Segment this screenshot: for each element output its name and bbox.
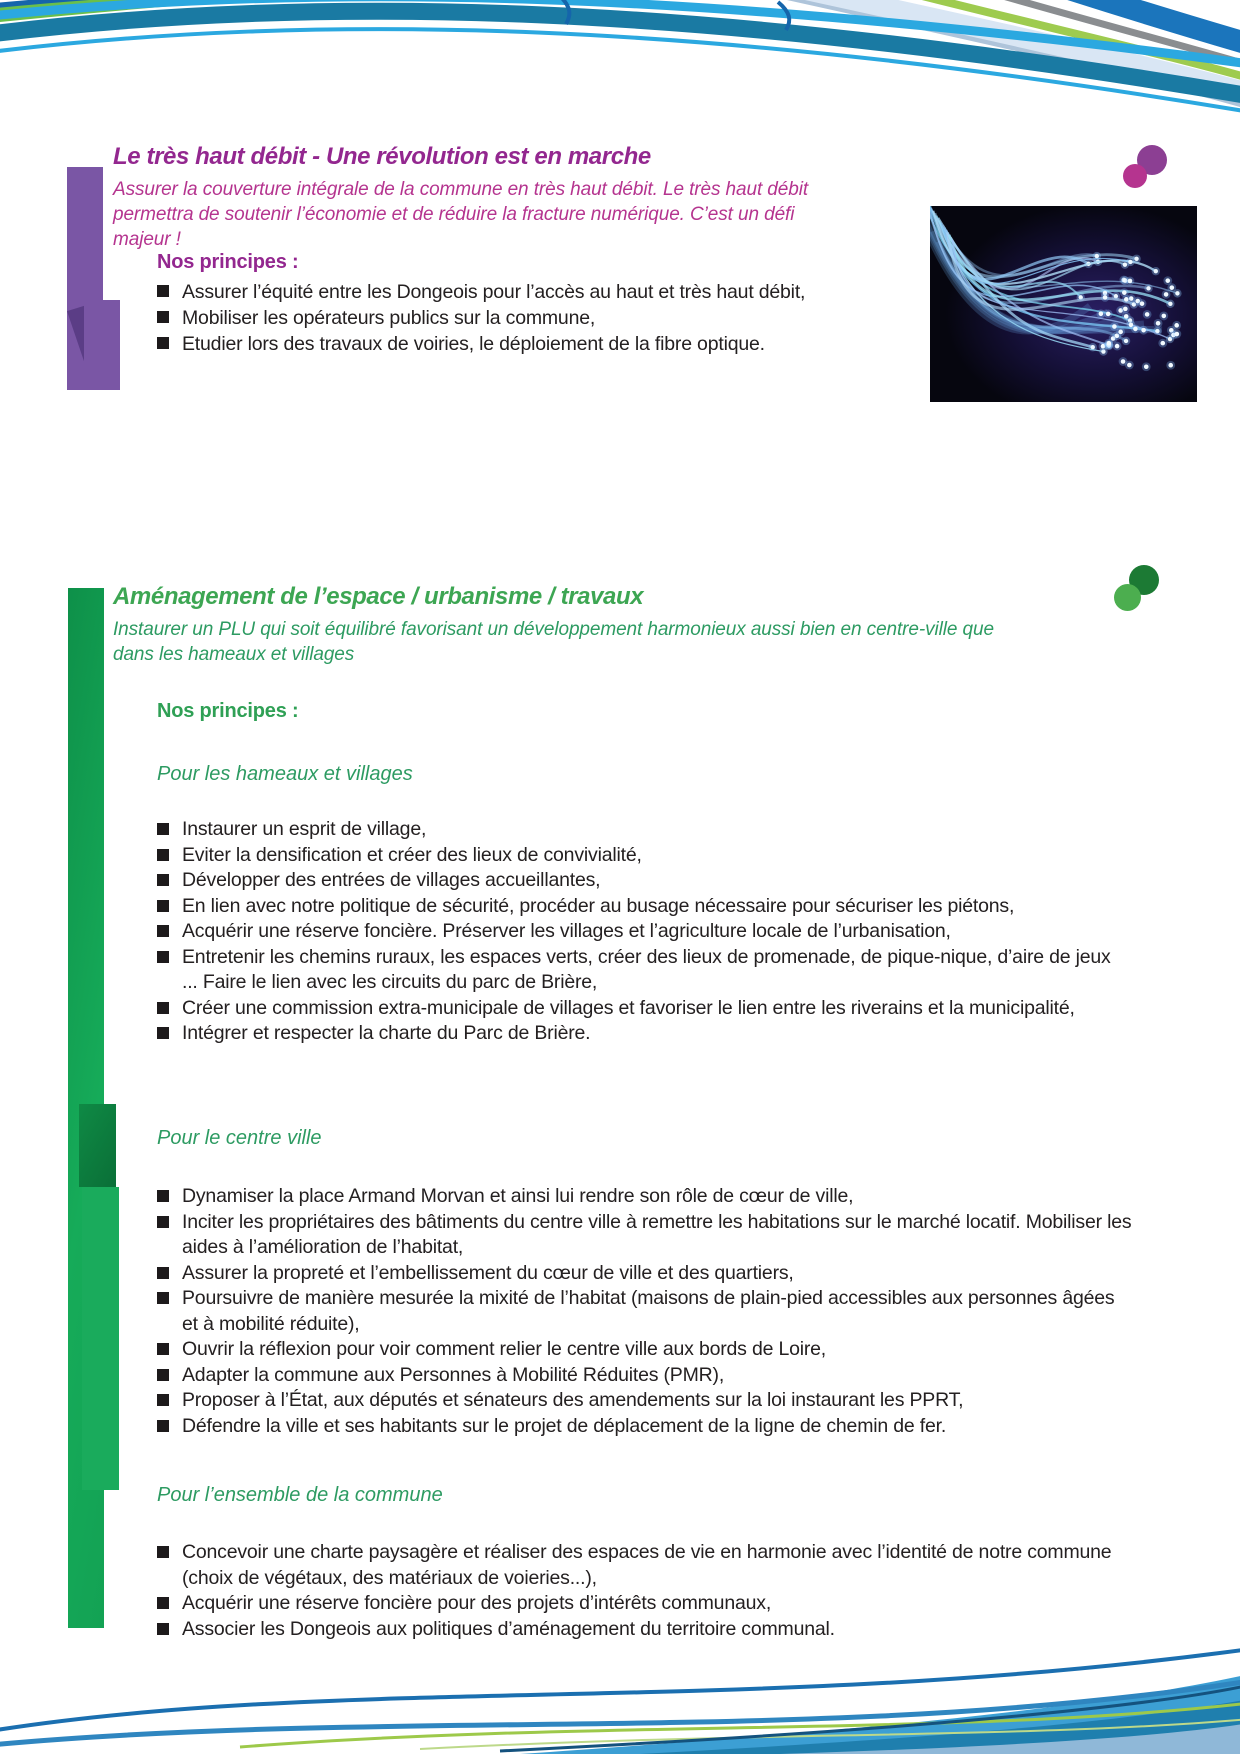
bullet-square-icon	[157, 1292, 169, 1304]
principles-label: Nos principes :	[157, 251, 299, 273]
bullet-square-icon	[157, 1190, 169, 1202]
bullet-text: Mobiliser les opérateurs publics sur la commune,	[182, 307, 596, 329]
bullet-text: Etudier lors des travaux de voiries, le déploiement de la fibre optique.	[182, 333, 765, 355]
bullet-text: Assurer la propreté et l’embellissement du cœur de ville et des quartiers,	[182, 1261, 794, 1284]
list-item	[157, 1184, 1132, 1210]
bullet-text: Intégrer et respecter la charte du Parc de Brière.	[182, 1022, 591, 1044]
list-item	[157, 1286, 1132, 1337]
bullet-square-icon	[157, 337, 169, 349]
bullet-text: Eviter la densification et créer des lieux de convivialité,	[182, 843, 642, 866]
bullet-text: Acquérir une réserve foncière. Préserver les villages et l’agriculture locale de l’urbanisation,	[182, 920, 951, 942]
bullet-square-icon	[157, 1267, 169, 1279]
bullet-square-icon	[157, 1216, 169, 1228]
list-item	[157, 1414, 1132, 1440]
bullet-square-icon	[157, 311, 169, 323]
bullet-text: Développer des entrées de villages accueillantes,	[182, 869, 601, 891]
bullet-text: Adapter la commune aux Personnes à Mobilité Réduites (PMR),	[182, 1363, 725, 1386]
bullet-square-icon	[157, 1597, 169, 1609]
bullet-text: Entretenir les chemins ruraux, les espaces verts, créer des lieux de promenade, de pique-nique, d’aire de jeux ... Faire le lien avec les circuits du parc de Brière,	[182, 945, 1111, 993]
section-intro: Assurer la couverture intégrale de la commune en très haut débit. Le très haut débit permettra de soutenir l’économie et de réduire la fracture numérique. C’est un défi majeur !	[113, 179, 808, 250]
bullet-text: Concevoir une charte paysagère et réaliser des espaces de vie en harmonie avec l’identité de notre commune (choix de végétaux, des matériaux de voieries...),	[182, 1541, 1112, 1589]
subheading-centre-ville: Pour le centre ville	[157, 1127, 322, 1149]
subheading-hameaux-villages: Pour les hameaux et villages	[157, 763, 413, 785]
bullet-list-tres-haut-debit	[157, 279, 822, 357]
top-band-decoration	[0, 0, 1240, 120]
green-accent-bar-fold	[82, 1187, 119, 1490]
green-accent-bar-fold-dark	[79, 1104, 116, 1187]
bullet-list-ensemble-commune	[157, 1540, 1132, 1642]
bullet-square-icon	[157, 925, 169, 937]
bullet-square-icon	[157, 1420, 169, 1432]
list-item	[157, 1261, 1132, 1287]
list-item	[157, 1540, 1132, 1591]
bullet-square-icon	[157, 874, 169, 886]
list-item	[157, 1021, 1129, 1047]
bullet-square-icon	[157, 285, 169, 297]
fiber-optics-photo	[930, 206, 1197, 402]
list-item	[157, 1337, 1132, 1363]
bullet-square-icon	[157, 1027, 169, 1039]
list-item	[157, 945, 1129, 996]
bullet-square-icon	[157, 1394, 169, 1406]
list-item	[157, 894, 1129, 920]
bullet-text: Ouvrir la réflexion pour voir comment relier le centre ville aux bords de Loire,	[182, 1338, 827, 1360]
purple-accent-bar-fold	[84, 300, 120, 390]
decorative-dot-small-lightgreen	[1114, 584, 1141, 611]
bullet-square-icon	[157, 900, 169, 912]
subheading-ensemble-commune: Pour l’ensemble de la commune	[157, 1484, 443, 1506]
list-item	[157, 1617, 1132, 1643]
list-item	[157, 279, 822, 305]
bullet-square-icon	[157, 1546, 169, 1558]
bullet-text: Associer les Dongeois aux politiques d’aménagement du territoire communal.	[182, 1617, 835, 1640]
bullet-text: Inciter les propriétaires des bâtiments du centre ville à remettre les habitations sur le marché locatif. Mobiliser les aides à l’amélioration de l’habitat,	[182, 1210, 1132, 1258]
decorative-dot-small-magenta	[1123, 164, 1147, 188]
list-item	[157, 1591, 1132, 1617]
bullet-text: En lien avec notre politique de sécurité, procéder au busage nécessaire pour sécuriser les piétons,	[182, 894, 1015, 917]
list-item	[157, 1388, 1132, 1414]
bullet-square-icon	[157, 849, 169, 861]
bullet-text: Créer une commission extra-municipale de villages et favoriser le lien entre les riverains et la municipalité,	[182, 996, 1075, 1019]
bullet-list-centre-ville	[157, 1184, 1132, 1439]
list-item	[157, 996, 1129, 1022]
list-item	[157, 1210, 1132, 1261]
bullet-text: Défendre la ville et ses habitants sur le projet de déplacement de la ligne de chemin de fer.	[182, 1414, 947, 1437]
bullet-square-icon	[157, 1002, 169, 1014]
bullet-square-icon	[157, 951, 169, 963]
bullet-text: Proposer à l’État, aux députés et sénateurs des amendements sur la loi instaurant les PPRT,	[182, 1389, 964, 1411]
bullet-text: Poursuivre de manière mesurée la mixité de l’habitat (maisons de plain-pied accessibles aux personnes âgées et à mobilité réduite),	[182, 1287, 1115, 1335]
bullet-text: Instaurer un esprit de village,	[182, 818, 427, 840]
bullet-text: Dynamiser la place Armand Morvan et ainsi lui rendre son rôle de cœur de ville,	[182, 1185, 854, 1207]
bullet-square-icon	[157, 1623, 169, 1635]
bullet-text: Assurer l’équité entre les Dongeois pour l’accès au haut et très haut débit,	[182, 281, 806, 303]
list-item	[157, 868, 1129, 894]
bullet-square-icon	[157, 1369, 169, 1381]
section-title-tres-haut-debit: Le très haut débit - Une révolution est en marche	[113, 143, 651, 170]
list-item	[157, 305, 822, 331]
list-item	[157, 843, 1129, 869]
list-item	[157, 331, 822, 357]
section-intro: Instaurer un PLU qui soit équilibré favorisant un développement harmonieux aussi bien en centre-ville que dans les hameaux et villages	[113, 619, 994, 665]
bullet-square-icon	[157, 823, 169, 835]
list-item	[157, 817, 1129, 843]
bullet-square-icon	[157, 1343, 169, 1355]
bullet-list-hameaux-villages	[157, 817, 1129, 1047]
principles-label: Nos principes :	[157, 700, 299, 722]
list-item	[157, 1363, 1132, 1389]
list-item	[157, 919, 1129, 945]
bullet-text: Acquérir une réserve foncière pour des projets d’intérêts communaux,	[182, 1592, 772, 1614]
section-title-amenagement: Aménagement de l’espace / urbanisme / travaux	[113, 583, 644, 610]
